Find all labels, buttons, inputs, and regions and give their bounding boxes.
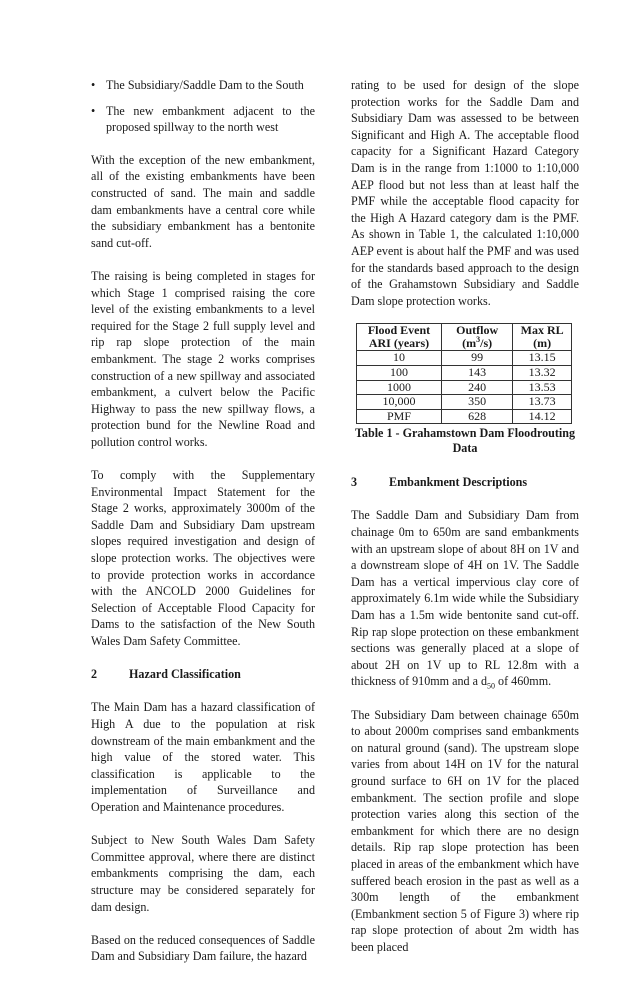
table-caption: Table 1 - Grahamstown Dam Floodrouting Data	[354, 426, 576, 456]
bullet-mark: •	[91, 78, 96, 92]
table-cell: PMF	[357, 409, 442, 424]
paragraph: Subject to New South Wales Dam Safety Committee approval, where there are distinct embankments comprising the dam, each structure may be considered separately for dam design.	[91, 833, 315, 914]
flood-table	[356, 323, 572, 424]
section-title: Embankment Descriptions	[389, 475, 528, 490]
table-cell: 10	[357, 351, 442, 366]
table-row	[357, 395, 572, 410]
table-cell: 99	[442, 351, 513, 366]
table-cell: 143	[442, 365, 513, 380]
table-cell: 350	[442, 395, 513, 410]
bullet-text: The new embankment adjacent to the proposed spillway to the north west	[106, 103, 315, 135]
left-column	[91, 77, 315, 981]
table-cell: 240	[442, 380, 513, 395]
table-cell: 13.73	[513, 395, 572, 410]
paragraph: Based on the reduced consequences of Saddle Dam and Subsidiary Dam failure, the hazard	[91, 932, 315, 964]
paragraph: The Main Dam has a hazard classification of High A due to the population at risk downstream of the main embankment and the high value of the stored water. This classification is applicable to the implementation of Surveillance and Operation and Maintenance procedures.	[91, 700, 315, 814]
paragraph: The Saddle Dam and Subsidiary Dam from chainage 0m to 650m are sand embankments with an upstream slope of about 8H on 1V and a downstream slope of 4H on 1V. The Saddle Dam has a vertical impervious clay core of approximately 6.1m wide while the Subsidiary Dam has a 1.5m wide bentonite sand cut-off. Rip rap slope protection on these embankment sections was generally placed at a slope of about 2H on 1V up to RL 12.8m with a thickness of 910mm and a $d_{50}$ of 460mm.	[351, 508, 579, 691]
table-cell: 100	[357, 365, 442, 380]
paragraph: To comply with the Supplementary Environmental Impact Statement for the Stage 2 works, approximately 3000m of the Saddle Dam and Subsidiary Dam upstream slopes required investigation and design of slope protection works. The objectives were to provide protection works in accordance with the ANCOLD 2000 Guidelines for Selection of Acceptable Flood Capacity for Dams to the satisfaction of the New South Wales Dam Safety Committee.	[91, 468, 315, 648]
right-column	[351, 77, 579, 972]
table-cell: 14.12	[513, 409, 572, 424]
table-cell: 1000	[357, 380, 442, 395]
paragraph: With the exception of the new embankment, all of the existing embankments have been constructed of sand. The main and saddle dam embankments have a central core while the subsidiary embankment has a bentonite sand cut-off.	[91, 152, 315, 250]
table-row	[357, 351, 572, 366]
section-title: Hazard Classification	[129, 667, 241, 682]
bullet-item	[91, 77, 315, 94]
bullet-mark: •	[91, 103, 96, 118]
table-header-cell: Flood Event ARI (years)	[357, 324, 442, 351]
table-header-cell: Outflow $(m^3/s)$	[442, 324, 513, 351]
table-row	[357, 409, 572, 424]
table-cell: 10,000	[357, 395, 442, 410]
paragraph: The Subsidiary Dam between chainage 650m to about 2000m comprises sand embankments on natural ground (sand). The upstream slope varies from about 14H on 1V for the natural ground surface to 6H on 1V for the placed embankment. The section profile and slope protection varies along this section of the embankment for which there are no design details. Rip rap slope protection has been placed in areas of the embankment which have suffered beach erosion in the past as well as a 300m length of the embankment (Embankment section 5 of Figure 3) where rip rap slope protection of about 2m width has been placed	[351, 707, 579, 954]
section-heading	[351, 474, 579, 491]
table-header-cell: Max RL (m)	[513, 324, 572, 351]
table-cell: 13.15	[513, 351, 572, 366]
bullet-item	[91, 103, 315, 136]
table-cell: 13.32	[513, 365, 572, 380]
section-number: 2	[91, 667, 98, 682]
bullet-text: The Subsidiary/Saddle Dam to the South	[106, 78, 304, 92]
section-number: 3	[351, 475, 358, 490]
table-header-row	[357, 324, 572, 351]
table-cell: 13.53	[513, 380, 572, 395]
table-row	[357, 380, 572, 395]
table-row	[357, 365, 572, 380]
paragraph: The raising is being completed in stages for which Stage 1 comprised raising the core level of the existing embankments to a level required for the Stage 2 full supply level and rip rap slope protection of the main embankment. The stage 2 works comprises construction of a new spillway and associated embankment, a culvert below the Pacific Highway to pass the new spillway flows, a protection bund for the Newline Road and pollution control works.	[91, 268, 315, 449]
paragraph: rating to be used for design of the slope protection works for the Saddle Dam and Subsidiary Dam was assessed to be between Significant and High A. The acceptable flood capacity for a Significant Hazard Category Dam is in the range from 1:1000 to 1:10,000 AEP flood but not less than at least half the PMF while the acceptable flood capacity for the High A Hazard category dam is the PMF. As shown in Table 1, the calculated 1:10,000 AEP event is about half the PMF and was used for the standards based approach to the design of the Grahamstown Subsidiary and Saddle Dam slope protection works.	[351, 78, 579, 308]
table-cell: 628	[442, 409, 513, 424]
section-heading	[91, 666, 315, 683]
